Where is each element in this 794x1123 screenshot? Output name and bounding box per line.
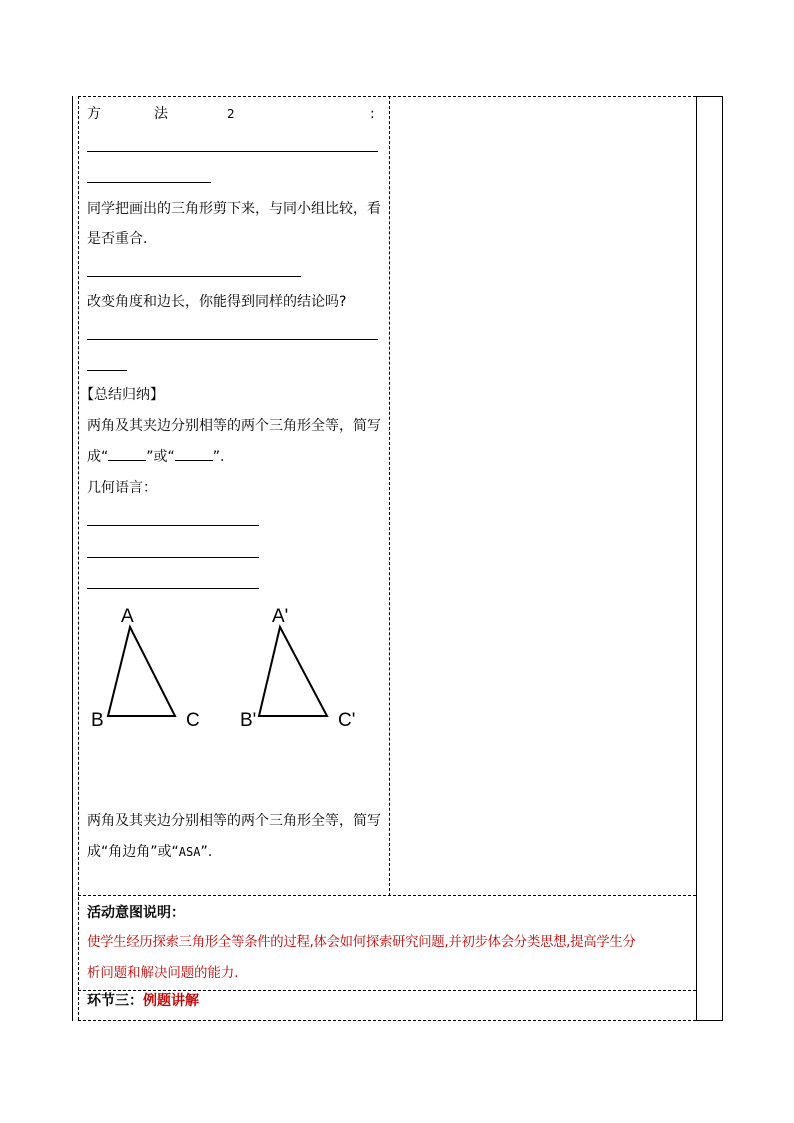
- summary-line1: 两角及其夹边分别相等的两个三角形全等，简写: [87, 418, 381, 434]
- conclusion-line1: 两角及其夹边分别相等的两个三角形全等，简写: [87, 813, 381, 829]
- summary-blank-2: [175, 448, 213, 461]
- conclusion-line2-suffix: ”.: [200, 844, 213, 860]
- change-question: 改变角度和边长，你能得到同样的结论吗?: [87, 294, 347, 310]
- label-c-prime: C': [338, 710, 356, 731]
- summary-line2: [87, 447, 224, 467]
- answer-blank-1: [87, 151, 378, 152]
- label-a-prime: A': [272, 606, 289, 627]
- summary-blank-1: [108, 448, 146, 461]
- conclusion-line2: [87, 842, 212, 862]
- column-divider: [389, 96, 390, 896]
- inner-right-border: [696, 96, 697, 1021]
- geometry-blank-2: [87, 557, 259, 558]
- activity-intent-heading: 活动意图说明：: [87, 905, 185, 921]
- inner-left-border: [78, 96, 79, 1020]
- summary-line2-middle: ”或“: [146, 449, 175, 465]
- row-divider-1: [78, 895, 696, 896]
- section3-title: 例题讲解: [143, 993, 199, 1009]
- method2-char-1: 方: [87, 106, 101, 122]
- label-c: C: [186, 710, 200, 731]
- outer-right-border: [722, 96, 723, 1021]
- geometry-blank-1: [87, 525, 259, 526]
- geometry-blank-3: [87, 588, 259, 589]
- label-b-prime: B': [240, 710, 257, 731]
- method2-char-3: 2: [227, 107, 235, 121]
- bottom-border: [78, 1020, 696, 1021]
- label-b: B: [91, 710, 104, 731]
- summary-line2-prefix: 成“: [87, 449, 109, 465]
- summary-heading: 【总结归纳】: [80, 387, 164, 403]
- compare-text-line1: 同学把画出的三角形剪下来，与同小组比较，看: [87, 201, 381, 217]
- geometry-language-label: 几何语言：: [87, 480, 157, 496]
- conclusion-line2-prefix: 成“角边角”或“: [87, 844, 179, 860]
- conclusion-abbr: ASA: [178, 845, 201, 859]
- answer-blank-2: [87, 182, 211, 183]
- answer-blank-3: [87, 276, 301, 277]
- compare-text-line2: 是否重合.: [87, 231, 148, 247]
- triangle-a1b1c1: [259, 627, 327, 716]
- section3-heading: [87, 991, 199, 1011]
- method2-char-2: 法: [154, 106, 168, 122]
- section3-label: 环节三：: [87, 993, 143, 1009]
- answer-blank-5: [87, 370, 127, 371]
- method2-char-4: :: [370, 106, 375, 122]
- label-a: A: [121, 606, 134, 627]
- summary-line2-suffix: ”.: [212, 449, 225, 465]
- activity-intent-body-line2: 析问题和解决问题的能力.: [87, 966, 239, 981]
- top-border-right: [696, 96, 723, 97]
- triangle-abc: [108, 627, 175, 716]
- top-border: [78, 96, 696, 97]
- activity-intent-body-line1: 使学生经历探索三角形全等条件的过程,体会如何探索研究问题,并初步体会分类思想,提高学生分: [87, 935, 636, 950]
- answer-blank-4: [87, 339, 378, 340]
- outer-left-border: [72, 96, 73, 1021]
- bottom-border-right: [696, 1020, 723, 1021]
